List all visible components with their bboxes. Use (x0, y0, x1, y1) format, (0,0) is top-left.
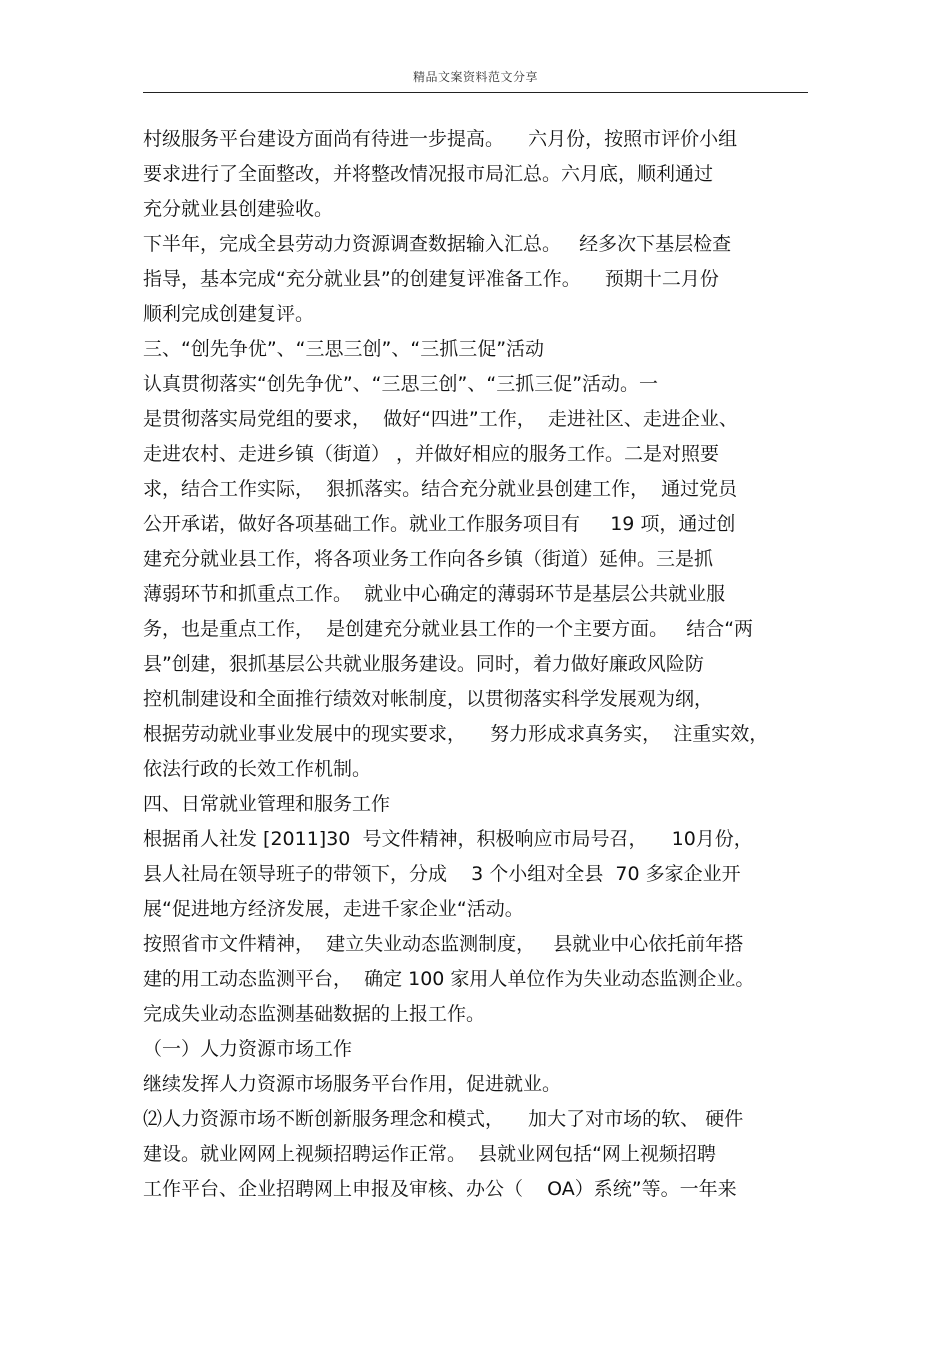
text-line: 三、“创先争优”、“三思三创”、“三抓三促”活动 (143, 338, 545, 360)
text-line: 下半年，完成全县劳动力资源调查数据输入汇总。 经多次下基层检查 (143, 233, 732, 255)
document-body (143, 122, 823, 1207)
text-line: 是贯彻落实局党组的要求， 做好“四进”工作， 走进社区、走进企业、 (143, 408, 738, 430)
text-line: 村级服务平台建设方面尚有待进一步提高。 六月份，按照市评价小组 (143, 128, 738, 150)
text-line: 继续发挥人力资源市场服务平台作用，促进就业。 (143, 1073, 562, 1095)
header-divider (143, 92, 808, 93)
text-line: 求，结合工作实际， 狠抓落实。结合充分就业县创建工作， 通过党员 (143, 478, 738, 500)
text-line: ⑵人力资源市场不断创新服务理念和模式， 加大了对市场的软、 硬件 (143, 1108, 744, 1130)
text-line: 薄弱环节和抓重点工作。 就业中心确定的薄弱环节是基层公共就业服 (143, 583, 726, 605)
text-line: 充分就业县创建验收。 (143, 198, 334, 220)
text-line: 要求进行了全面整改，并将整改情况报市局汇总。六月底，顺利通过 (143, 163, 714, 185)
text-line: 县”创建，狠抓基层公共就业服务建设。同时，着力做好廉政风险防 (143, 653, 704, 675)
text-line: 建设。就业网网上视频招聘运作正常。 县就业网包括“网上视频招聘 (143, 1143, 716, 1165)
text-line: 走进农村、走进乡镇（街道） ，并做好相应的服务工作。二是对照要 (143, 443, 720, 465)
page-header: 精品文案资料范文分享 (412, 70, 538, 84)
text-line: 公开承诺，做好各项基础工作。就业工作服务项目有 19 项，通过创 (143, 513, 736, 535)
text-line: 顺利完成创建复评。 (143, 303, 315, 325)
text-line: 依法行政的长效工作机制。 (143, 758, 372, 780)
text-line: （一）人力资源市场工作 (143, 1038, 353, 1060)
text-line: 务，也是重点工作， 是创建充分就业县工作的一个主要方面。 结合“两 (143, 618, 754, 640)
text-line: 根据劳动就业事业发展中的现实要求， 努力形成求真务实， 注重实效， (143, 723, 769, 745)
text-line: 建充分就业县工作，将各项业务工作向各乡镇（街道）延伸。三是抓 (143, 548, 714, 570)
text-line: 完成失业动态监测基础数据的上报工作。 (143, 1003, 486, 1025)
text-line: 控机制建设和全面推行绩效对帐制度，以贯彻落实科学发展观为纲， (143, 688, 714, 710)
text-line: 根据甬人社发 [2011]30 号文件精神，积极响应市局号召， 10月份， (143, 828, 753, 850)
text-line: 县人社局在领导班子的带领下，分成 3 个小组对全县 70 多家企业开 (143, 863, 741, 885)
text-line: 工作平台、企业招聘网上申报及审核、办公（ OA）系统”等。一年来 (143, 1178, 737, 1200)
text-line: 展“促进地方经济发展，走进千家企业“活动。 (143, 898, 524, 920)
text-line: 建的用工动态监测平台， 确定 100 家用人单位作为失业动态监测企业。 (143, 968, 755, 990)
text-line: 认真贯彻落实“创先争优”、“三思三创”、“三抓三促”活动。一 (143, 373, 659, 395)
text-line: 按照省市文件精神， 建立失业动态监测制度， 县就业中心依托前年搭 (143, 933, 744, 955)
text-line: 指导，基本完成“充分就业县”的创建复评准备工作。 预期十二月份 (143, 268, 719, 290)
text-line: 四、日常就业管理和服务工作 (143, 793, 391, 815)
